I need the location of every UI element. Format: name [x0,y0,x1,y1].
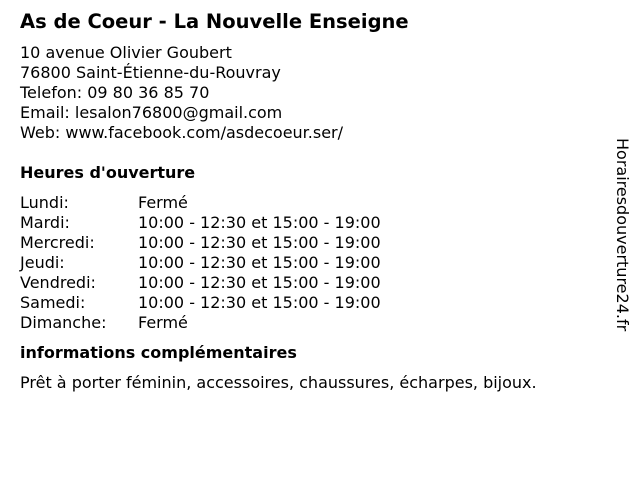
web-line: Web: www.facebook.com/asdecoeur.ser/ [20,123,344,142]
hours-time: 10:00 - 12:30 et 15:00 - 19:00 [138,253,381,272]
info-title: informations complémentaires [20,343,297,362]
hours-time: 10:00 - 12:30 et 15:00 - 19:00 [138,233,381,252]
hours-day: Samedi: [20,293,86,312]
hours-day: Vendredi: [20,273,96,292]
hours-row [20,193,600,213]
side-watermark [612,138,632,370]
hours-time: 10:00 - 12:30 et 15:00 - 19:00 [138,213,381,232]
hours-day: Dimanche: [20,313,107,332]
hours-title: Heures d'ouverture [20,163,196,182]
hours-day: Jeudi: [20,253,65,272]
hours-table [20,193,600,333]
hours-time: 10:00 - 12:30 et 15:00 - 19:00 [138,273,381,292]
info-text: Prêt à porter féminin, accessoires, chaussures, écharpes, bijoux. [20,373,537,392]
hours-row [20,313,600,333]
hours-day: Lundi: [20,193,69,212]
hours-row [20,293,600,313]
hours-row [20,273,600,293]
hours-row [20,253,600,273]
business-name: As de Coeur - La Nouvelle Enseigne [20,10,409,33]
hours-time: Fermé [138,313,188,332]
watermark-text: Horairesdouverture24.fr [613,138,632,332]
hours-day: Mardi: [20,213,70,232]
address-street: 10 avenue Olivier Goubert [20,43,232,62]
hours-time: Fermé [138,193,188,212]
phone-line: Telefon: 09 80 36 85 70 [20,83,210,102]
hours-row [20,233,600,253]
hours-time: 10:00 - 12:30 et 15:00 - 19:00 [138,293,381,312]
hours-day: Mercredi: [20,233,95,252]
email-line: Email: lesalon76800@gmail.com [20,103,283,122]
address-city: 76800 Saint-Étienne-du-Rouvray [20,63,281,82]
business-card [20,10,600,393]
hours-row [20,213,600,233]
